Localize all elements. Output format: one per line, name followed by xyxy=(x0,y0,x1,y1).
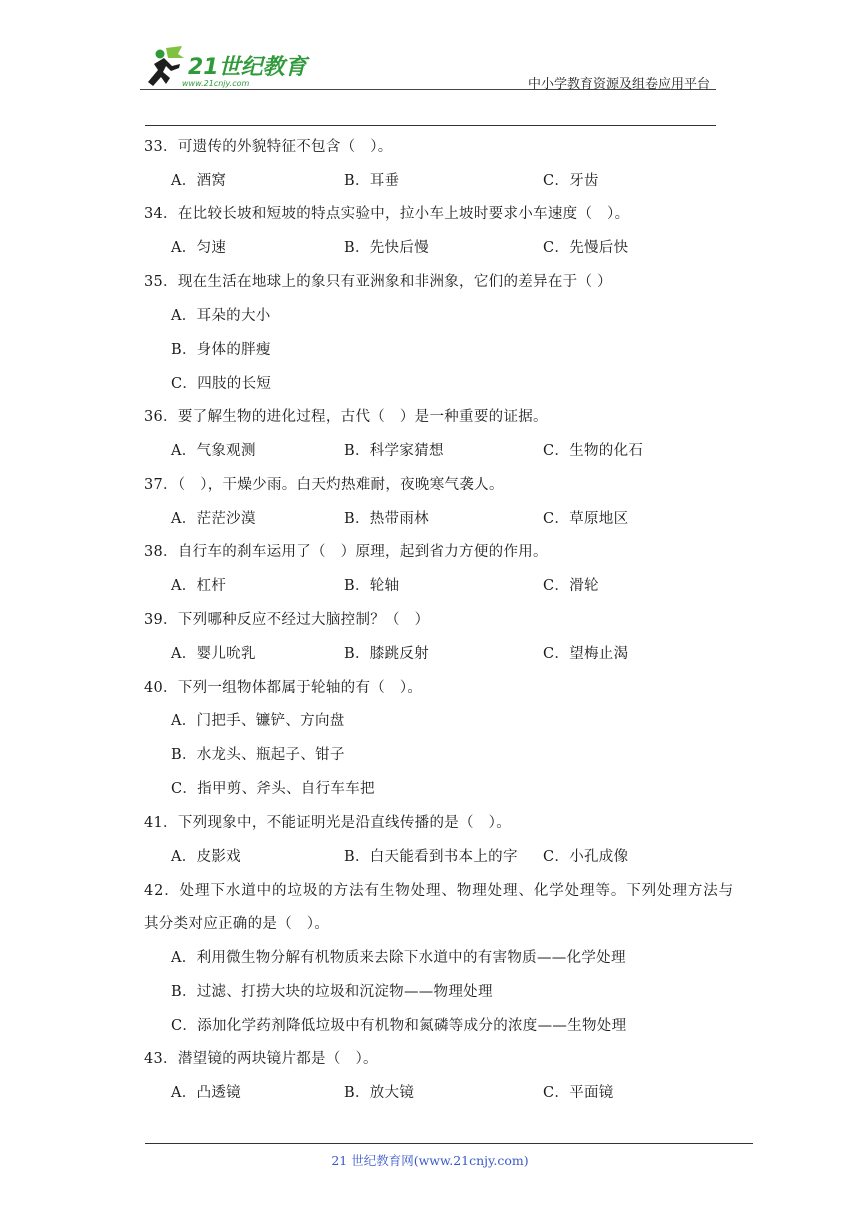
question-41-option-a: A．皮影戏 xyxy=(171,849,241,865)
question-39-option-b: B．膝跳反射 xyxy=(344,646,429,662)
question-34-option-c: C．先慢后快 xyxy=(543,240,629,256)
question-37: 37．（ ），干燥少雨。白天灼热难耐，夜晚寒气袭人。 xyxy=(144,477,504,493)
question-38: 38．自行车的刹车运用了（ ）原理，起到省力方便的作用。 xyxy=(144,544,548,560)
question-40-option-b: B．水龙头、瓶起子、钳子 xyxy=(171,747,345,763)
question-42-option-c: C．添加化学药剂降低垃圾中有机物和氮磷等成分的浓度——生物处理 xyxy=(171,1018,627,1034)
question-35-option-b: B．身体的胖瘦 xyxy=(171,342,271,358)
question-34-option-b: B．先快后慢 xyxy=(344,240,429,256)
question-43: 43．潜望镜的两块镜片都是（ ）。 xyxy=(144,1051,378,1067)
question-36-option-b: B．科学家猜想 xyxy=(344,443,444,459)
question-37-option-a: A．茫茫沙漠 xyxy=(171,511,256,527)
question-38-option-a: A．杠杆 xyxy=(171,578,227,594)
question-34-option-a: A．匀速 xyxy=(171,240,227,256)
question-42-option-b: B．过滤、打捞大块的垃圾和沉淀物——物理处理 xyxy=(171,984,493,1000)
footer-link[interactable]: 21 世纪教育网(www.21cnjy.com) xyxy=(331,1153,529,1168)
question-40-option-c: C．指甲剪、斧头、自行车车把 xyxy=(171,781,375,797)
question-40: 40．下列一组物体都属于轮轴的有（ ）。 xyxy=(144,680,423,696)
question-36-option-a: A．气象观测 xyxy=(171,443,256,459)
question-34: 34．在比较长坡和短坡的特点实验中，拉小车上坡时要求小车速度（ ）。 xyxy=(144,206,630,222)
question-35: 35．现在生活在地球上的象只有亚洲象和非洲象，它们的差异在于（ ） xyxy=(144,274,612,290)
question-36-option-c: C．生物的化石 xyxy=(543,443,644,459)
question-42-option-a: A．利用微生物分解有机物质来去除下水道中的有害物质——化学处理 xyxy=(171,950,626,966)
question-36: 36．要了解生物的进化过程，古代（ ）是一种重要的证据。 xyxy=(144,409,548,425)
question-37-option-b: B．热带雨林 xyxy=(344,511,429,527)
question-41-option-c: C．小孔成像 xyxy=(543,849,629,865)
question-37-option-c: C．草原地区 xyxy=(543,511,629,527)
question-35-option-c: C．四肢的长短 xyxy=(171,376,272,392)
content-top-rule xyxy=(145,125,716,126)
question-38-option-c: C．滑轮 xyxy=(543,578,599,594)
footer-rule xyxy=(145,1143,753,1144)
question-43-option-a: A．凸透镜 xyxy=(171,1085,241,1101)
header-rule xyxy=(140,89,716,90)
question-33: 33．可遗传的外貌特征不包含（ ）。 xyxy=(144,139,393,155)
question-33-option-b: B．耳垂 xyxy=(344,173,400,189)
question-41-option-b: B．白天能看到书本上的字 xyxy=(344,849,518,865)
question-38-option-b: B．轮轴 xyxy=(344,578,400,594)
site-logo xyxy=(142,44,317,90)
logo-text: 21世纪教育 xyxy=(188,55,307,80)
question-39-option-a: A．婴儿吮乳 xyxy=(171,646,256,662)
question-33-option-a: A．酒窝 xyxy=(171,173,227,189)
question-39-option-c: C．望梅止渴 xyxy=(543,646,629,662)
header-platform-text: 中小学教育资源及组卷应用平台 xyxy=(527,77,710,92)
runner-icon xyxy=(148,46,184,86)
logo-url-text: www.21cnjy.com xyxy=(182,79,250,88)
question-35-option-a: A．耳朵的大小 xyxy=(171,308,271,324)
question-43-option-b: B．放大镜 xyxy=(344,1085,415,1101)
question-39: 39．下列哪种反应不经过大脑控制？（ ） xyxy=(144,612,430,628)
question-42: 42．处理下水道中的垃圾的方法有生物处理、物理处理、化学处理等。下列处理方法与 xyxy=(144,883,735,899)
question-33-option-c: C．牙齿 xyxy=(543,173,599,189)
question-41: 41．下列现象中，不能证明光是沿直线传播的是（ ）。 xyxy=(144,815,511,831)
question-40-option-a: A．门把手、镰铲、方向盘 xyxy=(171,713,345,729)
question-43-option-c: C．平面镜 xyxy=(543,1085,614,1101)
question-42-continued: 其分类对应正确的是（ ）。 xyxy=(144,916,330,932)
